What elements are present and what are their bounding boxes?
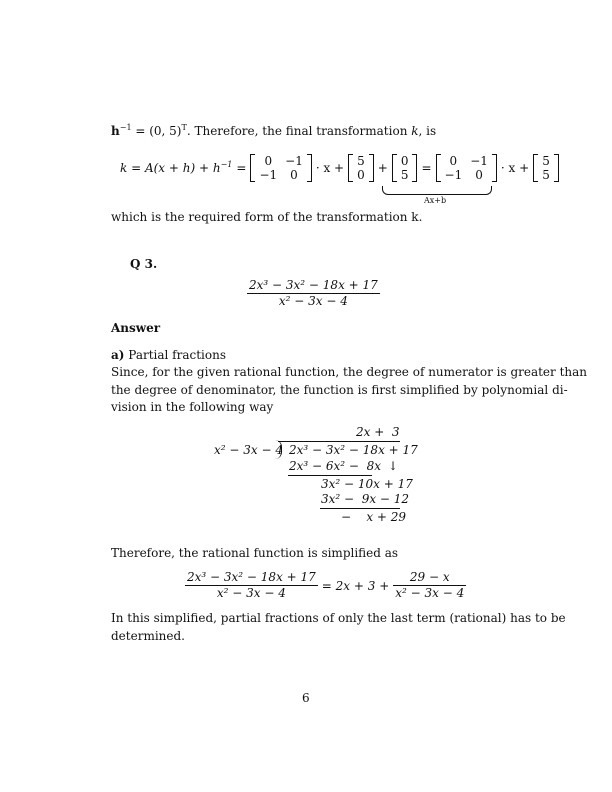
paragraph-1-line: the degree of denominator, the function is first simplified by polynomial di-	[111, 382, 568, 397]
simplified-middle: = 2x + 3 +	[321, 578, 390, 593]
transpose-superscript: T	[181, 123, 187, 132]
h-vector: h	[111, 124, 120, 138]
intro-line	[111, 124, 436, 138]
paragraph-2	[111, 610, 566, 645]
transform-lhs: $k = A(x + h) + h^{-1}$	[120, 160, 233, 175]
vector-2: 0 5	[392, 154, 418, 182]
simplified-text: Therefore, the rational function is simplified as	[111, 546, 399, 560]
intro-text-end: , is	[418, 124, 437, 138]
paragraph-1	[111, 364, 588, 417]
part-a-label: a)	[111, 348, 125, 362]
subtract-line-1	[288, 475, 372, 476]
question-fraction	[247, 278, 380, 309]
paragraph-1-line: vision in the following way	[111, 400, 274, 414]
page-number: 6	[302, 691, 310, 705]
brace-label: Ax+b	[424, 196, 447, 205]
down-arrow-icon: ↓	[388, 459, 399, 473]
division-row-1: 2x³ − 6x² − 8x	[289, 459, 382, 473]
question-denominator: x² − 3x − 4	[278, 294, 348, 308]
vector-3: 5 5	[533, 154, 559, 182]
subtract-line-2	[320, 508, 400, 509]
matrix-a: 0 −1 −1 0	[250, 154, 311, 182]
vector-1: 5 0	[348, 154, 374, 182]
question-numerator: 2x³ − 3x² − 18x + 17	[249, 278, 378, 292]
part-a-heading	[111, 348, 226, 362]
answer-heading: Answer	[111, 321, 161, 335]
dot-x: · x +	[315, 161, 345, 175]
paragraph-2-line: In this simplified, partial fractions of only the last term (rational) has to be	[111, 611, 566, 625]
matrix-a-2: 0 −1 −1 0	[436, 154, 497, 182]
plus-sign: +	[377, 161, 388, 175]
dot-x-2: · x +	[500, 161, 530, 175]
part-a-title: Partial fractions	[128, 348, 226, 362]
intro-text: . Therefore, the final transformation	[186, 124, 412, 138]
division-bar	[278, 441, 400, 442]
dividend: 2x³ − 3x² − 18x + 17	[289, 443, 418, 457]
rhs-fraction: $\frac{29 - x}{\text{x² − 3x − 4}}$	[395, 570, 465, 600]
quotient: 2x + 3	[356, 425, 400, 439]
h-value: = (0, 5)	[131, 124, 182, 138]
equals-sign-2: =	[421, 161, 432, 175]
division-row-4: − x + 29	[341, 510, 407, 524]
paragraph-2-line: determined.	[111, 628, 185, 643]
lhs-fraction: $\frac{\text{2x³ − 3x² − 18x + 17}}{\text{x² − 3x − 4}}$	[187, 570, 316, 600]
transform-equation	[120, 150, 559, 186]
required-form-text: which is the required form of the transformation k.	[111, 210, 423, 224]
question-heading: Q 3.	[130, 257, 158, 271]
division-row-3: 3x² − 9x − 12	[321, 492, 410, 506]
superscript: −1	[119, 123, 132, 132]
underbrace	[382, 186, 492, 195]
simplified-equation	[185, 570, 466, 601]
equals-sign: =	[236, 161, 247, 175]
divisor: x² − 3x − 4	[214, 443, 283, 457]
k-symbol: k	[411, 124, 419, 138]
division-row-2: 3x² − 10x + 17	[321, 477, 413, 491]
paragraph-1-line: Since, for the given rational function, the degree of numerator is greater than	[111, 365, 588, 379]
